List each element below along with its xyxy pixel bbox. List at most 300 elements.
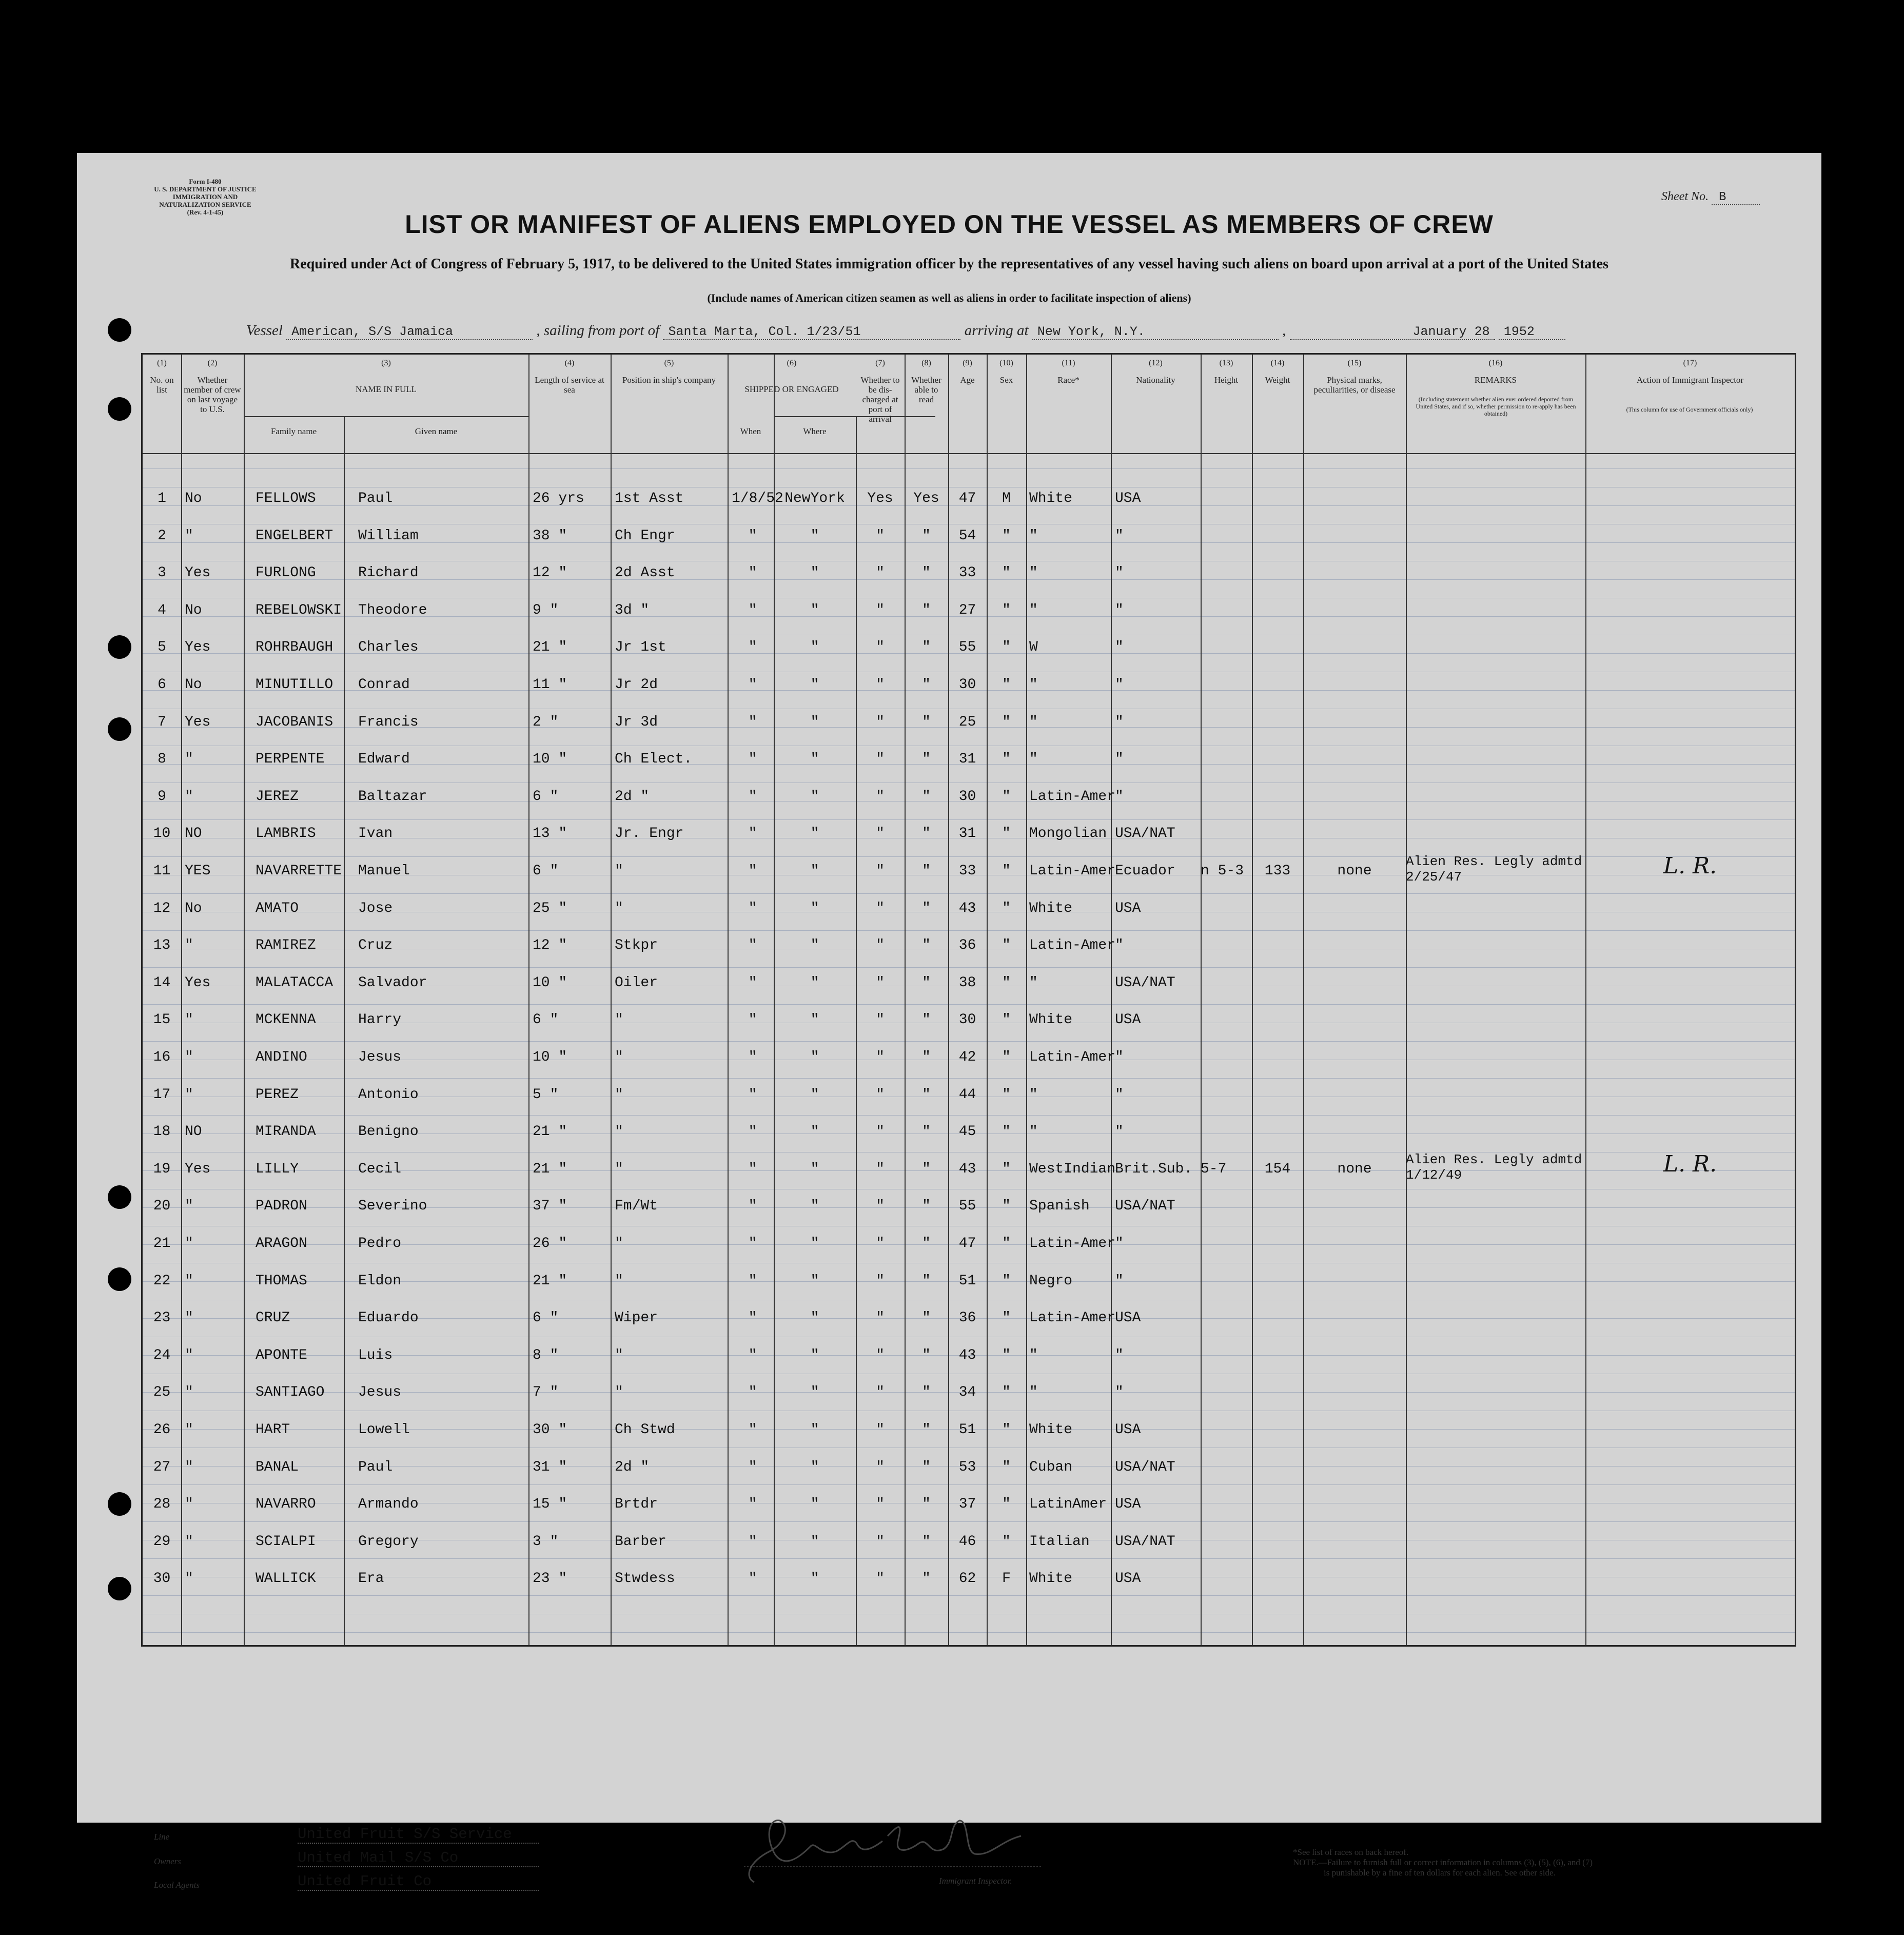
cell-where: " xyxy=(810,1273,819,1289)
cell-where: " xyxy=(810,826,819,842)
cell-given: William xyxy=(358,527,419,544)
cell-position: 2d Asst xyxy=(615,565,675,581)
cell-position: Ch Stwd xyxy=(615,1422,675,1438)
column-header: SHIPPED OR ENGAGED xyxy=(744,384,839,394)
page-subtitle: Required under Act of Congress of February 5, 1917, to be delivered to the United States immigration officer by the representatives of any vessel having such aliens on board upon arrival at a port of the United States xyxy=(290,256,1608,272)
column-subheader: Family name xyxy=(270,426,317,436)
cell-service: 6 " xyxy=(533,863,559,879)
cell-service: 26 yrs xyxy=(533,491,584,506)
cell-given: Pedro xyxy=(358,1236,402,1252)
cell-nat: USA xyxy=(1115,491,1141,506)
cell-prev: " xyxy=(185,1049,193,1065)
column-number: (17) xyxy=(1683,359,1697,367)
cell-sex: " xyxy=(1002,1533,1011,1550)
cell-age: 51 xyxy=(958,1273,976,1289)
cell-disch: " xyxy=(876,751,885,768)
cell-nat: USA/NAT xyxy=(1115,1198,1175,1215)
cell-disch: " xyxy=(876,1571,885,1587)
cell-nat: USA xyxy=(1115,900,1141,916)
cell-where: " xyxy=(810,639,819,656)
cell-where: " xyxy=(810,602,819,618)
cell-when: " xyxy=(748,1012,757,1028)
cell-age: 47 xyxy=(958,491,976,506)
cell-nat: " xyxy=(1115,677,1124,693)
cell-service: 21 " xyxy=(533,1273,567,1289)
cell-family: HART xyxy=(256,1422,290,1438)
cell-sex: " xyxy=(1002,863,1011,879)
cell-family: CRUZ xyxy=(256,1310,290,1326)
cell-service: 21 " xyxy=(533,639,567,656)
cell-no: 6 xyxy=(158,677,166,693)
column-header: Physical marks, peculiarities, or disease xyxy=(1313,375,1396,395)
cell-age: 43 xyxy=(958,1161,976,1177)
cell-given: Jesus xyxy=(358,1384,402,1401)
column-subheader: When xyxy=(740,426,761,436)
name-subhead-line xyxy=(244,416,528,417)
cell-where: " xyxy=(810,1198,819,1215)
cell-no: 8 xyxy=(158,751,166,768)
crew-table xyxy=(141,353,1796,1647)
cell-age: 62 xyxy=(958,1571,976,1587)
cell-race: " xyxy=(1029,1086,1038,1103)
cell-where: " xyxy=(810,1459,819,1475)
column-divider xyxy=(1026,355,1027,1645)
cell-when: " xyxy=(748,788,757,805)
cell-nat: " xyxy=(1115,937,1124,954)
cell-race: Latin-Amer xyxy=(1029,1310,1116,1326)
cell-nat: USA/NAT xyxy=(1115,1459,1175,1475)
note-penalty-cont: is punishable by a fine of ten dollars for each alien. See other side. xyxy=(1324,1868,1556,1878)
column-divider xyxy=(1303,355,1304,1645)
cell-service: 8 " xyxy=(533,1347,559,1363)
cell-race: Italian xyxy=(1029,1533,1090,1550)
cell-position: " xyxy=(615,863,623,879)
cell-weight: 133 xyxy=(1264,863,1291,879)
cell-read: " xyxy=(922,974,931,991)
column-number: (2) xyxy=(207,359,218,367)
cell-age: 33 xyxy=(958,863,976,879)
cell-race: White xyxy=(1029,1422,1073,1438)
arrival-date-field: January 28 xyxy=(1290,324,1495,340)
cell-disch: " xyxy=(876,1124,885,1140)
column-divider xyxy=(774,355,775,1645)
cell-nat: " xyxy=(1115,788,1124,805)
cell-sex: " xyxy=(1002,826,1011,842)
cell-prev: Yes xyxy=(185,565,211,581)
cell-service: 9 " xyxy=(533,602,559,618)
form-id-line: Form I-480 xyxy=(189,178,222,185)
cell-no: 13 xyxy=(153,937,171,954)
port-to-field: New York, N.Y. xyxy=(1032,324,1279,340)
cell-age: 25 xyxy=(958,714,976,730)
cell-read: " xyxy=(922,826,931,842)
sheet-no-value: B xyxy=(1712,190,1760,205)
cell-family: REBELOWSKI xyxy=(256,602,342,618)
cell-when: " xyxy=(748,1533,757,1550)
cell-read: " xyxy=(922,1496,931,1513)
cell-position: 3d " xyxy=(615,602,650,618)
cell-sex: " xyxy=(1002,1124,1011,1140)
cell-family: BANAL xyxy=(256,1459,299,1475)
cell-nat: " xyxy=(1115,602,1124,618)
cell-read: " xyxy=(922,1422,931,1438)
cell-nat: USA xyxy=(1115,1310,1141,1326)
punch-hole xyxy=(108,1267,131,1291)
arriving-label: arriving at xyxy=(964,322,1029,339)
cell-age: 42 xyxy=(958,1049,976,1065)
cell-service: 37 " xyxy=(533,1198,567,1215)
cell-disch: " xyxy=(876,1086,885,1103)
cell-position: Fm/Wt xyxy=(615,1198,658,1215)
cell-read: " xyxy=(922,565,931,581)
cell-position: Brtdr xyxy=(615,1496,658,1513)
cell-family: MIRANDA xyxy=(256,1124,316,1140)
cell-nat: USA/NAT xyxy=(1115,974,1175,991)
cell-prev: " xyxy=(185,1236,193,1252)
cell-read: " xyxy=(922,1273,931,1289)
cell-family: SANTIAGO xyxy=(256,1384,325,1401)
column-header: REMARKS xyxy=(1474,375,1517,385)
cell-sex: " xyxy=(1002,639,1011,656)
cell-service: 21 " xyxy=(533,1124,567,1140)
column-number: (1) xyxy=(157,359,167,367)
cell-read: " xyxy=(922,1086,931,1103)
cell-race: Latin-Amer xyxy=(1029,1049,1116,1065)
cell-prev: NO xyxy=(185,826,202,842)
cell-service: 7 " xyxy=(533,1384,559,1401)
cell-sex: " xyxy=(1002,1347,1011,1363)
cell-read: " xyxy=(922,1533,931,1550)
cell-action: L. R. xyxy=(1663,853,1717,879)
cell-race: " xyxy=(1029,527,1038,544)
cell-no: 30 xyxy=(153,1571,171,1587)
cell-race: White xyxy=(1029,900,1073,916)
vessel-label: Vessel xyxy=(246,322,283,339)
cell-prev: No xyxy=(185,491,202,506)
cell-service: 6 " xyxy=(533,1012,559,1028)
cell-sex: " xyxy=(1002,1236,1011,1252)
cell-when: " xyxy=(748,1161,757,1177)
cell-age: 31 xyxy=(958,826,976,842)
ruled-line xyxy=(143,1041,1795,1042)
cell-nat: USA/NAT xyxy=(1115,826,1175,842)
cell-no: 17 xyxy=(153,1086,171,1103)
cell-prev: " xyxy=(185,1459,193,1475)
cell-read: " xyxy=(922,1124,931,1140)
cell-family: NAVARRO xyxy=(256,1496,316,1513)
cell-no: 14 xyxy=(153,974,171,991)
cell-service: 23 " xyxy=(533,1571,567,1587)
ruled-line xyxy=(143,1595,1795,1596)
cell-race: Negro xyxy=(1029,1273,1073,1289)
cell-nat: " xyxy=(1115,565,1124,581)
cell-prev: " xyxy=(185,1273,193,1289)
line-value: United Fruit S/S Service xyxy=(298,1826,539,1844)
cell-where: " xyxy=(810,937,819,954)
note-penalty: NOTE.—Failure to furnish full or correct information in columns (3), (5), (6), and (7) xyxy=(1293,1858,1593,1867)
cell-read: " xyxy=(922,1012,931,1028)
cell-no: 5 xyxy=(158,639,166,656)
cell-when: 1/8/52 xyxy=(732,491,783,506)
cell-given: Conrad xyxy=(358,677,410,693)
cell-family: MALATACCA xyxy=(256,974,333,991)
cell-position: 1st Asst xyxy=(615,491,684,506)
vessel-line: Vessel American, S/S Jamaica , sailing from port of Santa Marta, Col. 1/23/51 arriving at New York, N.Y. , January 28 1952 xyxy=(246,322,1734,340)
cell-nat: USA xyxy=(1115,1496,1141,1513)
cell-disch: " xyxy=(876,1198,885,1215)
cell-prev: No xyxy=(185,602,202,618)
column-divider xyxy=(344,416,345,1645)
cell-age: 51 xyxy=(958,1422,976,1438)
cell-given: Ivan xyxy=(358,826,393,842)
manifest-sheet xyxy=(77,153,1821,1890)
cell-weight: 154 xyxy=(1264,1161,1291,1177)
column-number: (11) xyxy=(1062,359,1075,367)
cell-position: Oiler xyxy=(615,974,658,991)
cell-when: " xyxy=(748,1422,757,1438)
cell-race: Latin-Amer xyxy=(1029,863,1116,879)
cell-given: Francis xyxy=(358,714,419,730)
cell-given: Jesus xyxy=(358,1049,402,1065)
cell-family: AMATO xyxy=(256,900,299,916)
cell-where: " xyxy=(810,1571,819,1587)
cell-when: " xyxy=(748,900,757,916)
cell-race: Latin-Amer xyxy=(1029,788,1116,805)
cell-race: White xyxy=(1029,1571,1073,1587)
column-header: Sex xyxy=(999,375,1013,385)
column-divider xyxy=(905,355,906,1645)
cell-family: MCKENNA xyxy=(256,1012,316,1028)
owners-label: Owners xyxy=(154,1856,181,1866)
cell-no: 27 xyxy=(153,1459,171,1475)
cell-position: Jr 1st xyxy=(615,639,666,656)
cell-sex: " xyxy=(1002,1422,1011,1438)
cell-age: 37 xyxy=(958,1496,976,1513)
cell-service: 15 " xyxy=(533,1496,567,1513)
cell-prev: No xyxy=(185,900,202,916)
cell-family: ARAGON xyxy=(256,1236,307,1252)
cell-disch: " xyxy=(876,974,885,991)
cell-race: " xyxy=(1029,1347,1038,1363)
column-subheader: Where xyxy=(803,426,827,436)
ruled-line xyxy=(143,1115,1795,1116)
column-header: Race* xyxy=(1057,375,1079,385)
cell-prev: NO xyxy=(185,1124,202,1140)
page-title: LIST OR MANIFEST OF ALIENS EMPLOYED ON THE VESSEL AS MEMBERS OF CREW xyxy=(405,210,1494,239)
cell-prev: " xyxy=(185,937,193,954)
cell-remarks: Alien Res. Legly admtd 2/25/47 xyxy=(1406,854,1582,885)
cell-given: Cruz xyxy=(358,937,393,954)
column-header: Position in ship's company xyxy=(622,375,716,385)
column-divider xyxy=(1585,355,1586,1645)
cell-read: " xyxy=(922,937,931,954)
cell-sex: " xyxy=(1002,900,1011,916)
cell-where: " xyxy=(810,1533,819,1550)
cell-disch: " xyxy=(876,1459,885,1475)
cell-race: Mongolian xyxy=(1029,826,1107,842)
column-divider xyxy=(728,355,729,1645)
column-divider xyxy=(948,355,949,1645)
cell-prev: Yes xyxy=(185,1161,211,1177)
cell-service: 6 " xyxy=(533,788,559,805)
cell-race: White xyxy=(1029,1012,1073,1028)
cell-nat: USA xyxy=(1115,1571,1141,1587)
cell-position: " xyxy=(615,1012,623,1028)
form-id-line: IMMIGRATION AND NATURALIZATION SERVICE xyxy=(159,193,251,208)
cell-prev: YES xyxy=(185,863,211,879)
cell-disch: " xyxy=(876,677,885,693)
column-divider xyxy=(181,355,182,1645)
cell-read: " xyxy=(922,639,931,656)
cell-given: Cecil xyxy=(358,1161,402,1177)
cell-position: Stkpr xyxy=(615,937,658,954)
sailing-label: , sailing from port of xyxy=(536,322,660,339)
cell-nat: USA xyxy=(1115,1012,1141,1028)
cell-service: 3 " xyxy=(533,1533,559,1550)
cell-nat: " xyxy=(1115,639,1124,656)
punch-hole xyxy=(108,318,131,342)
ruled-line xyxy=(143,1521,1795,1522)
cell-where: " xyxy=(810,1086,819,1103)
punch-hole xyxy=(108,1185,131,1209)
cell-prev: " xyxy=(185,1496,193,1513)
cell-no: 2 xyxy=(158,527,166,544)
cell-race: Latin-Amer xyxy=(1029,1236,1116,1252)
cell-given: Edward xyxy=(358,751,410,768)
cell-where: " xyxy=(810,1049,819,1065)
owners-value: United Mail S/S Co xyxy=(298,1849,539,1867)
cell-no: 29 xyxy=(153,1533,171,1550)
column-number: (7) xyxy=(875,359,885,367)
cell-given: Eduardo xyxy=(358,1310,419,1326)
column-number: (6) xyxy=(787,359,797,367)
cell-disch: " xyxy=(876,1496,885,1513)
cell-age: 54 xyxy=(958,527,976,544)
cell-family: ROHRBAUGH xyxy=(256,639,333,656)
cell-family: WALLICK xyxy=(256,1571,316,1587)
cell-no: 26 xyxy=(153,1422,171,1438)
cell-read: " xyxy=(922,1310,931,1326)
cell-prev: " xyxy=(185,527,193,544)
cell-given: Benigno xyxy=(358,1124,419,1140)
cell-prev: " xyxy=(185,1198,193,1215)
cell-given: Armando xyxy=(358,1496,419,1513)
cell-disch: " xyxy=(876,900,885,916)
cell-when: " xyxy=(748,863,757,879)
vessel-name-field: American, S/S Jamaica xyxy=(286,324,533,340)
cell-prev: Yes xyxy=(185,974,211,991)
punch-hole xyxy=(108,1577,131,1600)
column-header: Whether member of crew on last voyage to U.S. xyxy=(184,375,241,414)
cell-sex: " xyxy=(1002,1161,1011,1177)
cell-sex: " xyxy=(1002,788,1011,805)
cell-position: Ch Engr xyxy=(615,527,675,544)
column-number: (9) xyxy=(963,359,972,367)
cell-family: FELLOWS xyxy=(256,491,316,506)
cell-given: Antonio xyxy=(358,1086,419,1103)
cell-where: " xyxy=(810,974,819,991)
ruled-line xyxy=(143,819,1795,820)
cell-when: " xyxy=(748,602,757,618)
cell-where: NewYork xyxy=(784,491,845,506)
ruled-line xyxy=(143,1078,1795,1079)
cell-sex: F xyxy=(1002,1571,1011,1587)
cell-nat: Brit.Sub. xyxy=(1115,1161,1193,1177)
punch-hole xyxy=(108,717,131,741)
cell-position: " xyxy=(615,1161,623,1177)
cell-where: " xyxy=(810,1310,819,1326)
cell-action: L. R. xyxy=(1663,1150,1717,1177)
column-header: No. on list xyxy=(150,375,174,395)
column-divider xyxy=(1201,355,1202,1645)
column-number: (13) xyxy=(1219,359,1233,367)
cell-age: 33 xyxy=(958,565,976,581)
cell-where: " xyxy=(810,1236,819,1252)
cell-sex: " xyxy=(1002,1049,1011,1065)
cell-age: 46 xyxy=(958,1533,976,1550)
punch-hole xyxy=(108,397,131,421)
inspector-label: Immigrant Inspector. xyxy=(939,1876,1012,1886)
cell-sex: " xyxy=(1002,1273,1011,1289)
cell-no: 19 xyxy=(153,1161,171,1177)
cell-given: Severino xyxy=(358,1198,427,1215)
cell-nat: " xyxy=(1115,1236,1124,1252)
cell-when: " xyxy=(748,1236,757,1252)
arrival-year-field: 1952 xyxy=(1499,324,1565,340)
cell-disch: " xyxy=(876,565,885,581)
cell-disch: " xyxy=(876,1310,885,1326)
cell-position: Jr. Engr xyxy=(615,826,684,842)
cell-no: 23 xyxy=(153,1310,171,1326)
cell-age: 31 xyxy=(958,751,976,768)
cell-no: 7 xyxy=(158,714,166,730)
cell-no: 15 xyxy=(153,1012,171,1028)
cell-height: 5-7 xyxy=(1201,1161,1227,1177)
cell-disch: " xyxy=(876,1422,885,1438)
column-divider xyxy=(1406,355,1407,1645)
ruled-line xyxy=(143,930,1795,931)
cell-service: 10 " xyxy=(533,1049,567,1065)
cell-read: " xyxy=(922,788,931,805)
cell-sex: " xyxy=(1002,1384,1011,1401)
cell-where: " xyxy=(810,714,819,730)
cell-nat: Ecuador xyxy=(1115,863,1175,879)
cell-prev: " xyxy=(185,1347,193,1363)
cell-when: " xyxy=(748,1198,757,1215)
cell-race: LatinAmer xyxy=(1029,1496,1107,1513)
cell-service: 10 " xyxy=(533,751,567,768)
cell-race: Latin-Amer xyxy=(1029,937,1116,954)
cell-when: " xyxy=(748,1124,757,1140)
cell-when: " xyxy=(748,1459,757,1475)
cell-when: " xyxy=(748,1384,757,1401)
column-header: Age xyxy=(960,375,975,385)
cell-nat: " xyxy=(1115,1384,1124,1401)
cell-nat: " xyxy=(1115,1086,1124,1103)
cell-disch: " xyxy=(876,1161,885,1177)
cell-where: " xyxy=(810,1422,819,1438)
cell-no: 4 xyxy=(158,602,166,618)
cell-prev: " xyxy=(185,1571,193,1587)
cell-race: " xyxy=(1029,602,1038,618)
cell-age: 44 xyxy=(958,1086,976,1103)
column-header: Nationality xyxy=(1136,375,1175,385)
cell-sex: " xyxy=(1002,602,1011,618)
cell-when: " xyxy=(748,937,757,954)
cell-no: 20 xyxy=(153,1198,171,1215)
column-divider xyxy=(244,355,245,1645)
cell-position: 2d " xyxy=(615,1459,650,1475)
